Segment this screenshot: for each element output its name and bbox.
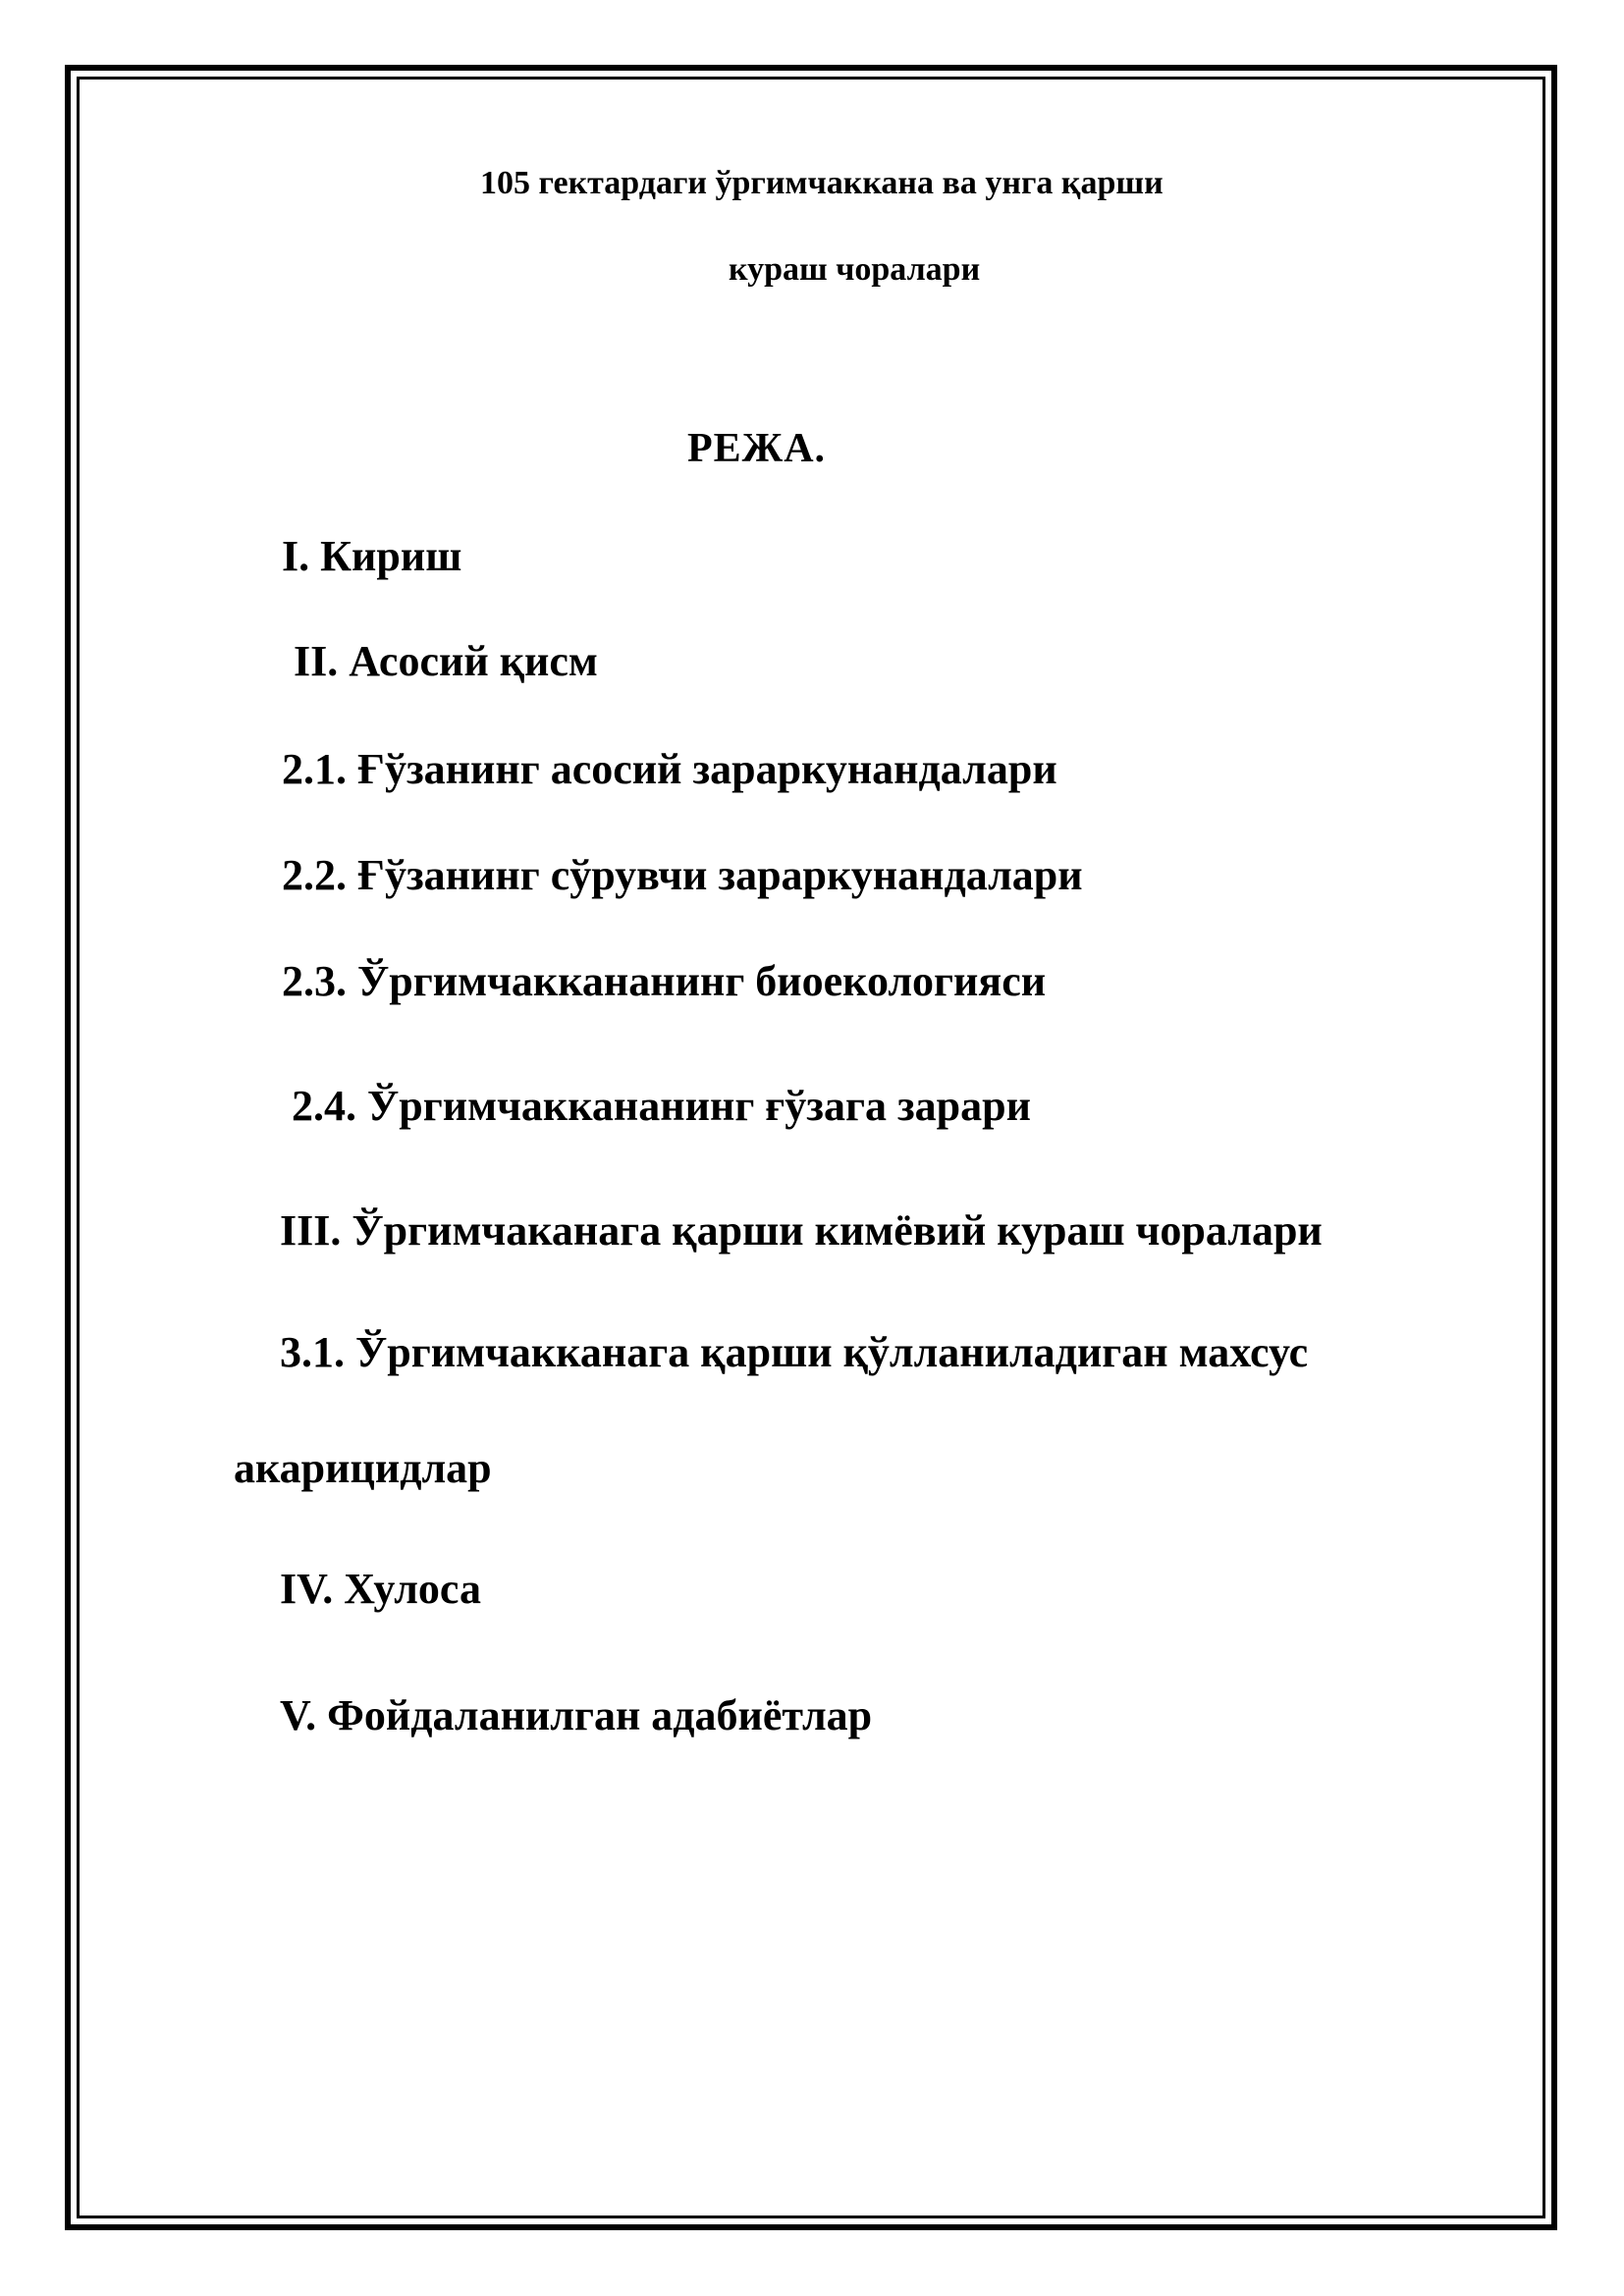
page-border-inner [77, 77, 1545, 2218]
plan-item-2-3: 2.3. Ўргимчакканaнинг биоекологияси [282, 957, 1047, 1005]
plan-item-references: V. Фойдаланилган адабиётлар [280, 1691, 873, 1739]
document-title-line-1: 105 гектардаги ўргимчаккана ва унга қарши [480, 165, 1164, 201]
plan-item-2-2: 2.2. Ғўзанинг сўрувчи зараркунандалари [282, 851, 1083, 899]
plan-item-3-1-continued: акарицидлар [234, 1444, 492, 1492]
plan-item-main-part: II. Асосий қисм [294, 637, 598, 685]
document-title-line-2: кураш чоралари [729, 251, 981, 288]
plan-heading: РЕЖА. [687, 426, 827, 471]
plan-item-introduction: I. Кириш [282, 532, 462, 580]
plan-item-2-1: 2.1. Ғўзанинг асосий зараркунандалари [282, 745, 1057, 793]
plan-item-2-4: 2.4. Ўргимчакканaнинг ғўзага зарари [292, 1082, 1031, 1130]
plan-item-conclusion: IV. Хулоса [280, 1565, 481, 1613]
plan-item-3-1: 3.1. Ўргимчакканага қарши қўлланиладиган махсус [280, 1328, 1309, 1376]
plan-item-chemical-control: III. Ўргимчаканага қарши кимёвий кураш чоралари [280, 1206, 1323, 1255]
